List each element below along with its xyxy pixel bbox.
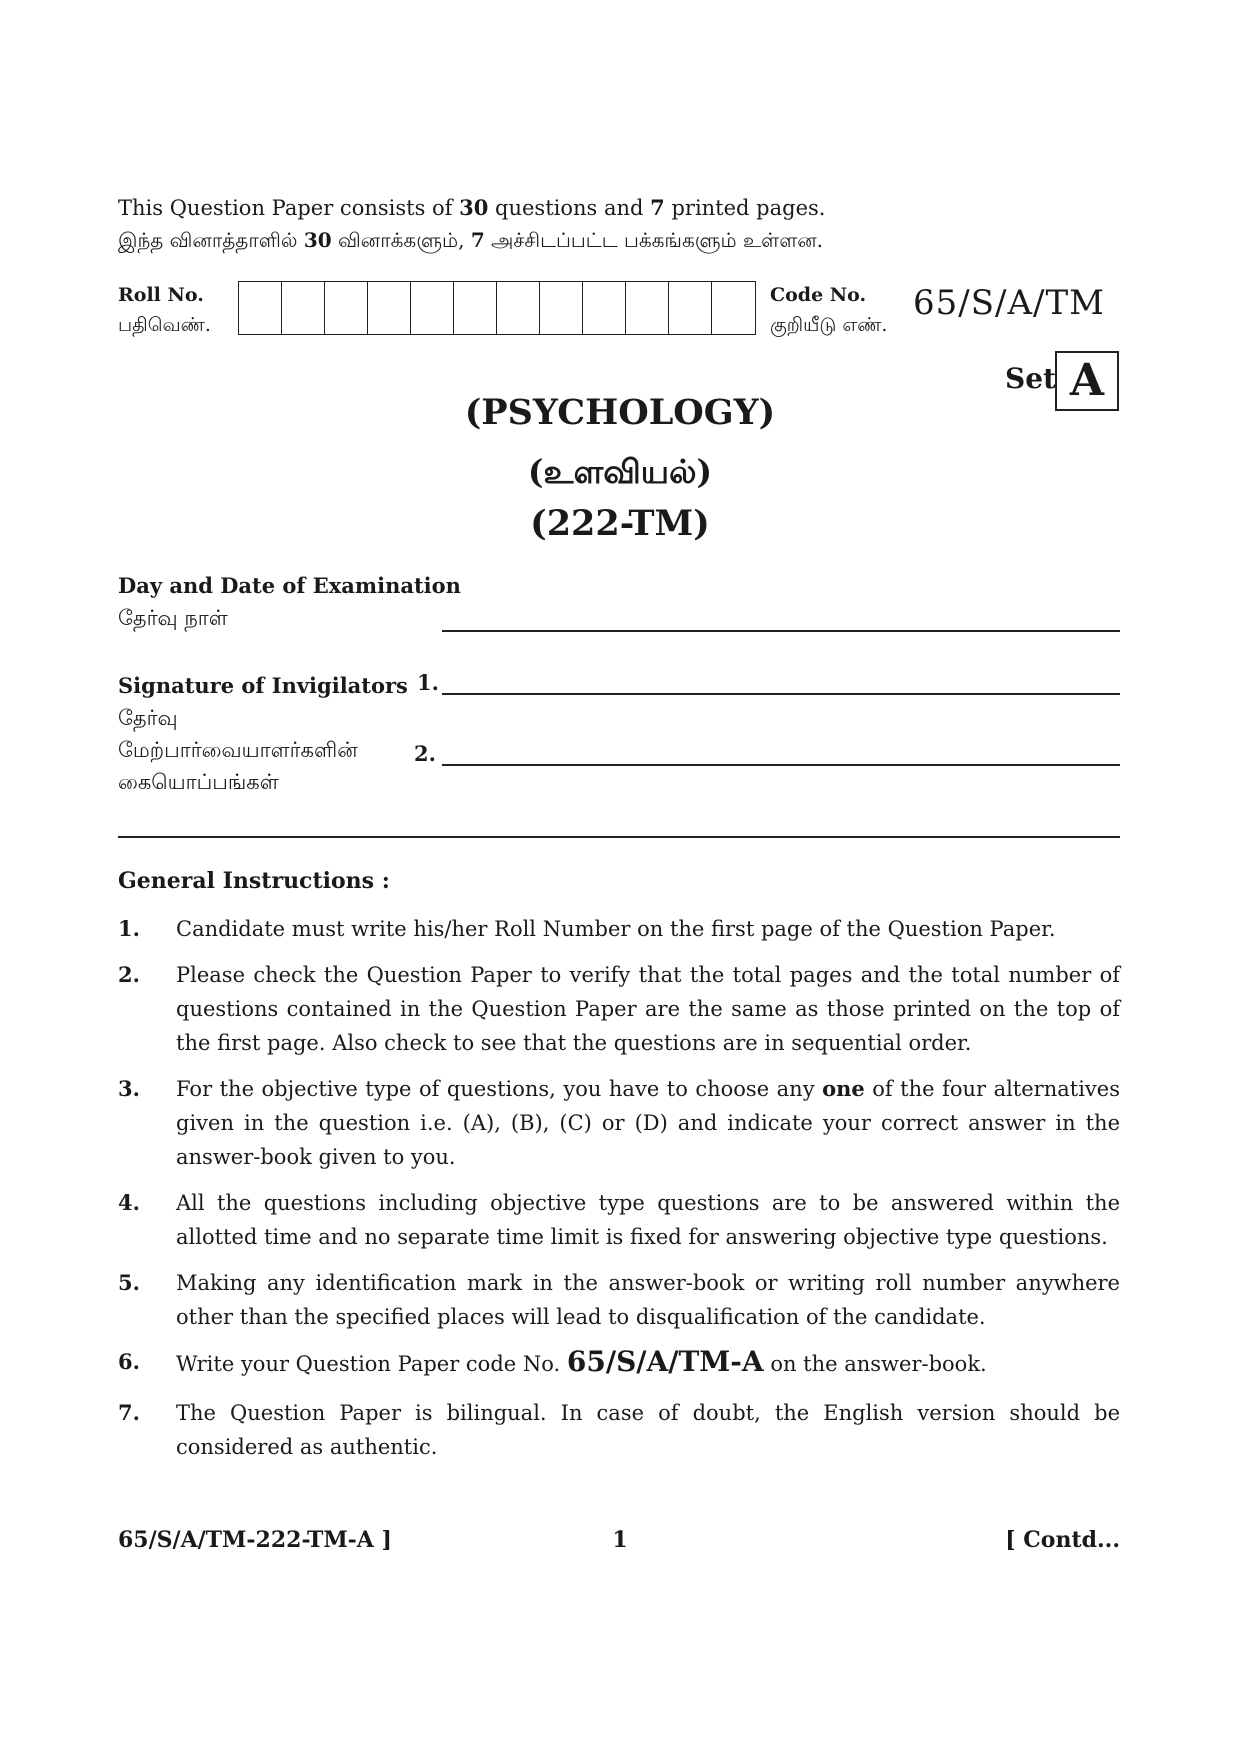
footer-paper-code: 65/S/A/TM-222-TM-A ] (118, 1527, 392, 1553)
invigilator-2-line[interactable] (442, 764, 1120, 766)
section-divider (118, 836, 1120, 838)
roll-digit-box[interactable] (497, 282, 540, 334)
invigilator-1-line[interactable] (442, 693, 1120, 695)
subject-code: (222-TM) (530, 503, 710, 544)
instruction-item: 1. Candidate must write his/her Roll Number on the first page of the Question Paper. (118, 916, 1056, 941)
subject-title-en: (PSYCHOLOGY) (464, 392, 776, 433)
set-label: Set (1005, 362, 1056, 395)
instruction-item: 2. Please check the Question Paper to verify that the total pages and the total number of questions contained in the Question Paper are the same as those printed on the top of the first page. Also check to see that the questions are in sequential order. (118, 962, 1120, 1055)
roll-digit-box[interactable] (540, 282, 583, 334)
code-number-value: 65/S/A/TM (913, 283, 1105, 323)
paper-summary-en: This Question Paper consists of 30 questions and 7 printed pages. (118, 195, 826, 220)
invigilators-label: Signature of Invigilators தேர்வு மேற்பார்வையாளர்களின் கையொப்பங்கள் (118, 673, 408, 794)
set-value-box: A (1055, 351, 1119, 411)
subject-title-ta: (உளவியல்) (527, 452, 713, 491)
instruction-item: 6. Write your Question Paper code No. 65/S/A/TM-A on the answer-book. (118, 1345, 987, 1378)
roll-digit-box[interactable] (368, 282, 411, 334)
roll-digit-box[interactable] (325, 282, 368, 334)
code-number-label: Code No. குறியீடு எண். (770, 284, 888, 336)
footer-contd: [ Contd... (1005, 1527, 1120, 1553)
roll-digit-box[interactable] (282, 282, 325, 334)
instruction-item: 4. All the questions including objective type questions are to be answered within the allotted time and no separate time limit is fixed for answering objective type questions. (118, 1190, 1120, 1249)
invigilator-2-number: 2. (414, 741, 436, 766)
roll-number-label: Roll No. பதிவெண். (118, 284, 211, 336)
roll-digit-box[interactable] (626, 282, 669, 334)
roll-digit-box[interactable] (411, 282, 454, 334)
roll-digit-box[interactable] (454, 282, 497, 334)
paper-summary-ta: இந்த வினாத்தாளில் 30 வினாக்களும், 7 அச்சிடப்பட்ட பக்கங்களும் உள்ளன. (118, 228, 823, 252)
roll-digit-box[interactable] (583, 282, 626, 334)
roll-digit-box[interactable] (239, 282, 282, 334)
general-instructions-heading: General Instructions : (118, 868, 390, 894)
instruction-item: 3. For the objective type of questions, you have to choose any one of the four alternatives given in the question i.e. (A), (B), (C) or (D) and indicate your correct answer in the answer-book given to you. (118, 1076, 1120, 1169)
page-number: 1 (612, 1527, 628, 1553)
roll-digit-box[interactable] (712, 282, 755, 334)
instruction-item: 7. The Question Paper is bilingual. In case of doubt, the English version should be considered as authentic. (118, 1400, 1120, 1459)
invigilator-1-number: 1. (417, 670, 439, 695)
instruction-item: 5. Making any identification mark in the answer-book or writing roll number anywhere other than the specified places will lead to disqualification of the candidate. (118, 1270, 1120, 1329)
roll-number-boxes[interactable] (238, 281, 756, 335)
exam-date-line[interactable] (442, 630, 1120, 632)
roll-digit-box[interactable] (669, 282, 712, 334)
exam-date-label: Day and Date of Examination தேர்வு நாள் (118, 573, 461, 630)
